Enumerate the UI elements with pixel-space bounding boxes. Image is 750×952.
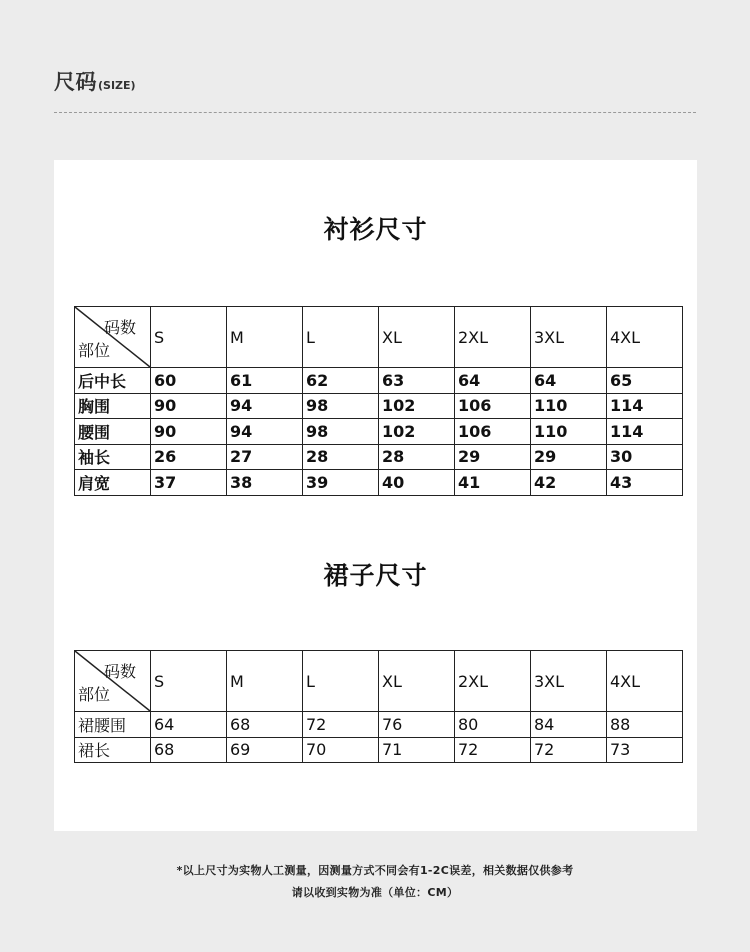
table-cell: 38 (227, 470, 303, 496)
table-cell: 29 (531, 444, 607, 470)
size-header: S (151, 307, 227, 368)
table-cell: 73 (607, 737, 683, 763)
size-header: XL (379, 307, 455, 368)
footer-note-line1: *以上尺寸为实物人工测量，因测量方式不同会有1-2C误差，相关数据仅供参考 (176, 864, 574, 877)
table-cell: 68 (151, 737, 227, 763)
size-header: L (303, 651, 379, 712)
page-subtitle: (SIZE) (98, 79, 136, 92)
table-cell: 106 (455, 393, 531, 419)
table-cell: 41 (455, 470, 531, 496)
skirt-size-table (74, 650, 683, 763)
table-cell: 61 (227, 368, 303, 394)
table-cell: 110 (531, 419, 607, 445)
table-row (75, 470, 683, 496)
corner-part-label: 部位 (78, 685, 111, 704)
table-cell: 98 (303, 393, 379, 419)
table-cell: 40 (379, 470, 455, 496)
table-cell: 26 (151, 444, 227, 470)
row-label: 后中长 (75, 368, 151, 394)
size-header: XL (379, 651, 455, 712)
table-header-row (75, 307, 683, 368)
corner-part-label: 部位 (78, 341, 111, 360)
table-cell: 102 (379, 393, 455, 419)
table-cell: 94 (227, 419, 303, 445)
table-cell: 102 (379, 419, 455, 445)
table-cell: 62 (303, 368, 379, 394)
row-label: 裙腰围 (75, 712, 151, 738)
table-row (75, 737, 683, 763)
table-cell: 60 (151, 368, 227, 394)
table-cell: 64 (531, 368, 607, 394)
row-label: 袖长 (75, 444, 151, 470)
table-cell: 114 (607, 393, 683, 419)
size-header: M (227, 651, 303, 712)
table-cell: 43 (607, 470, 683, 496)
dashed-divider (54, 112, 696, 113)
table-cell: 29 (455, 444, 531, 470)
table-corner-cell (75, 307, 151, 368)
table-cell: 110 (531, 393, 607, 419)
shirt-section-title: 衬衫尺寸 (323, 215, 428, 244)
size-header: S (151, 651, 227, 712)
corner-size-label: 码数 (103, 662, 136, 681)
table-cell: 72 (531, 737, 607, 763)
table-cell: 28 (303, 444, 379, 470)
table-row (75, 712, 683, 738)
table-cell: 80 (455, 712, 531, 738)
table-cell: 88 (607, 712, 683, 738)
corner-size-label: 码数 (103, 318, 136, 337)
table-cell: 106 (455, 419, 531, 445)
size-header: M (227, 307, 303, 368)
row-label: 胸围 (75, 393, 151, 419)
size-card (54, 160, 697, 831)
page-header (54, 66, 136, 102)
table-cell: 27 (227, 444, 303, 470)
table-cell: 37 (151, 470, 227, 496)
table-cell: 30 (607, 444, 683, 470)
table-cell: 64 (455, 368, 531, 394)
row-label: 肩宽 (75, 470, 151, 496)
table-cell: 72 (455, 737, 531, 763)
table-cell: 114 (607, 419, 683, 445)
table-cell: 39 (303, 470, 379, 496)
row-label: 裙长 (75, 737, 151, 763)
page-title: 尺码 (54, 70, 97, 94)
table-cell: 72 (303, 712, 379, 738)
table-cell: 63 (379, 368, 455, 394)
size-header: L (303, 307, 379, 368)
table-corner-cell (75, 651, 151, 712)
table-cell: 70 (303, 737, 379, 763)
table-cell: 65 (607, 368, 683, 394)
size-header: 2XL (455, 307, 531, 368)
size-header: 2XL (455, 651, 531, 712)
table-cell: 71 (379, 737, 455, 763)
shirt-size-table (74, 306, 683, 496)
table-cell: 64 (151, 712, 227, 738)
table-cell: 76 (379, 712, 455, 738)
table-cell: 68 (227, 712, 303, 738)
table-cell: 69 (227, 737, 303, 763)
table-cell: 90 (151, 419, 227, 445)
size-header: 4XL (607, 307, 683, 368)
table-cell: 98 (303, 419, 379, 445)
size-header: 4XL (607, 651, 683, 712)
table-cell: 90 (151, 393, 227, 419)
table-cell: 42 (531, 470, 607, 496)
skirt-section-title: 裙子尺寸 (323, 561, 428, 590)
table-row (75, 368, 683, 394)
table-cell: 94 (227, 393, 303, 419)
table-header-row (75, 651, 683, 712)
table-cell: 84 (531, 712, 607, 738)
row-label: 腰围 (75, 419, 151, 445)
size-header: 3XL (531, 651, 607, 712)
table-cell: 28 (379, 444, 455, 470)
table-row (75, 419, 683, 445)
size-header: 3XL (531, 307, 607, 368)
table-row (75, 444, 683, 470)
table-row (75, 393, 683, 419)
footer-note-line2: 请以收到实物为准（单位：CM） (291, 886, 459, 899)
